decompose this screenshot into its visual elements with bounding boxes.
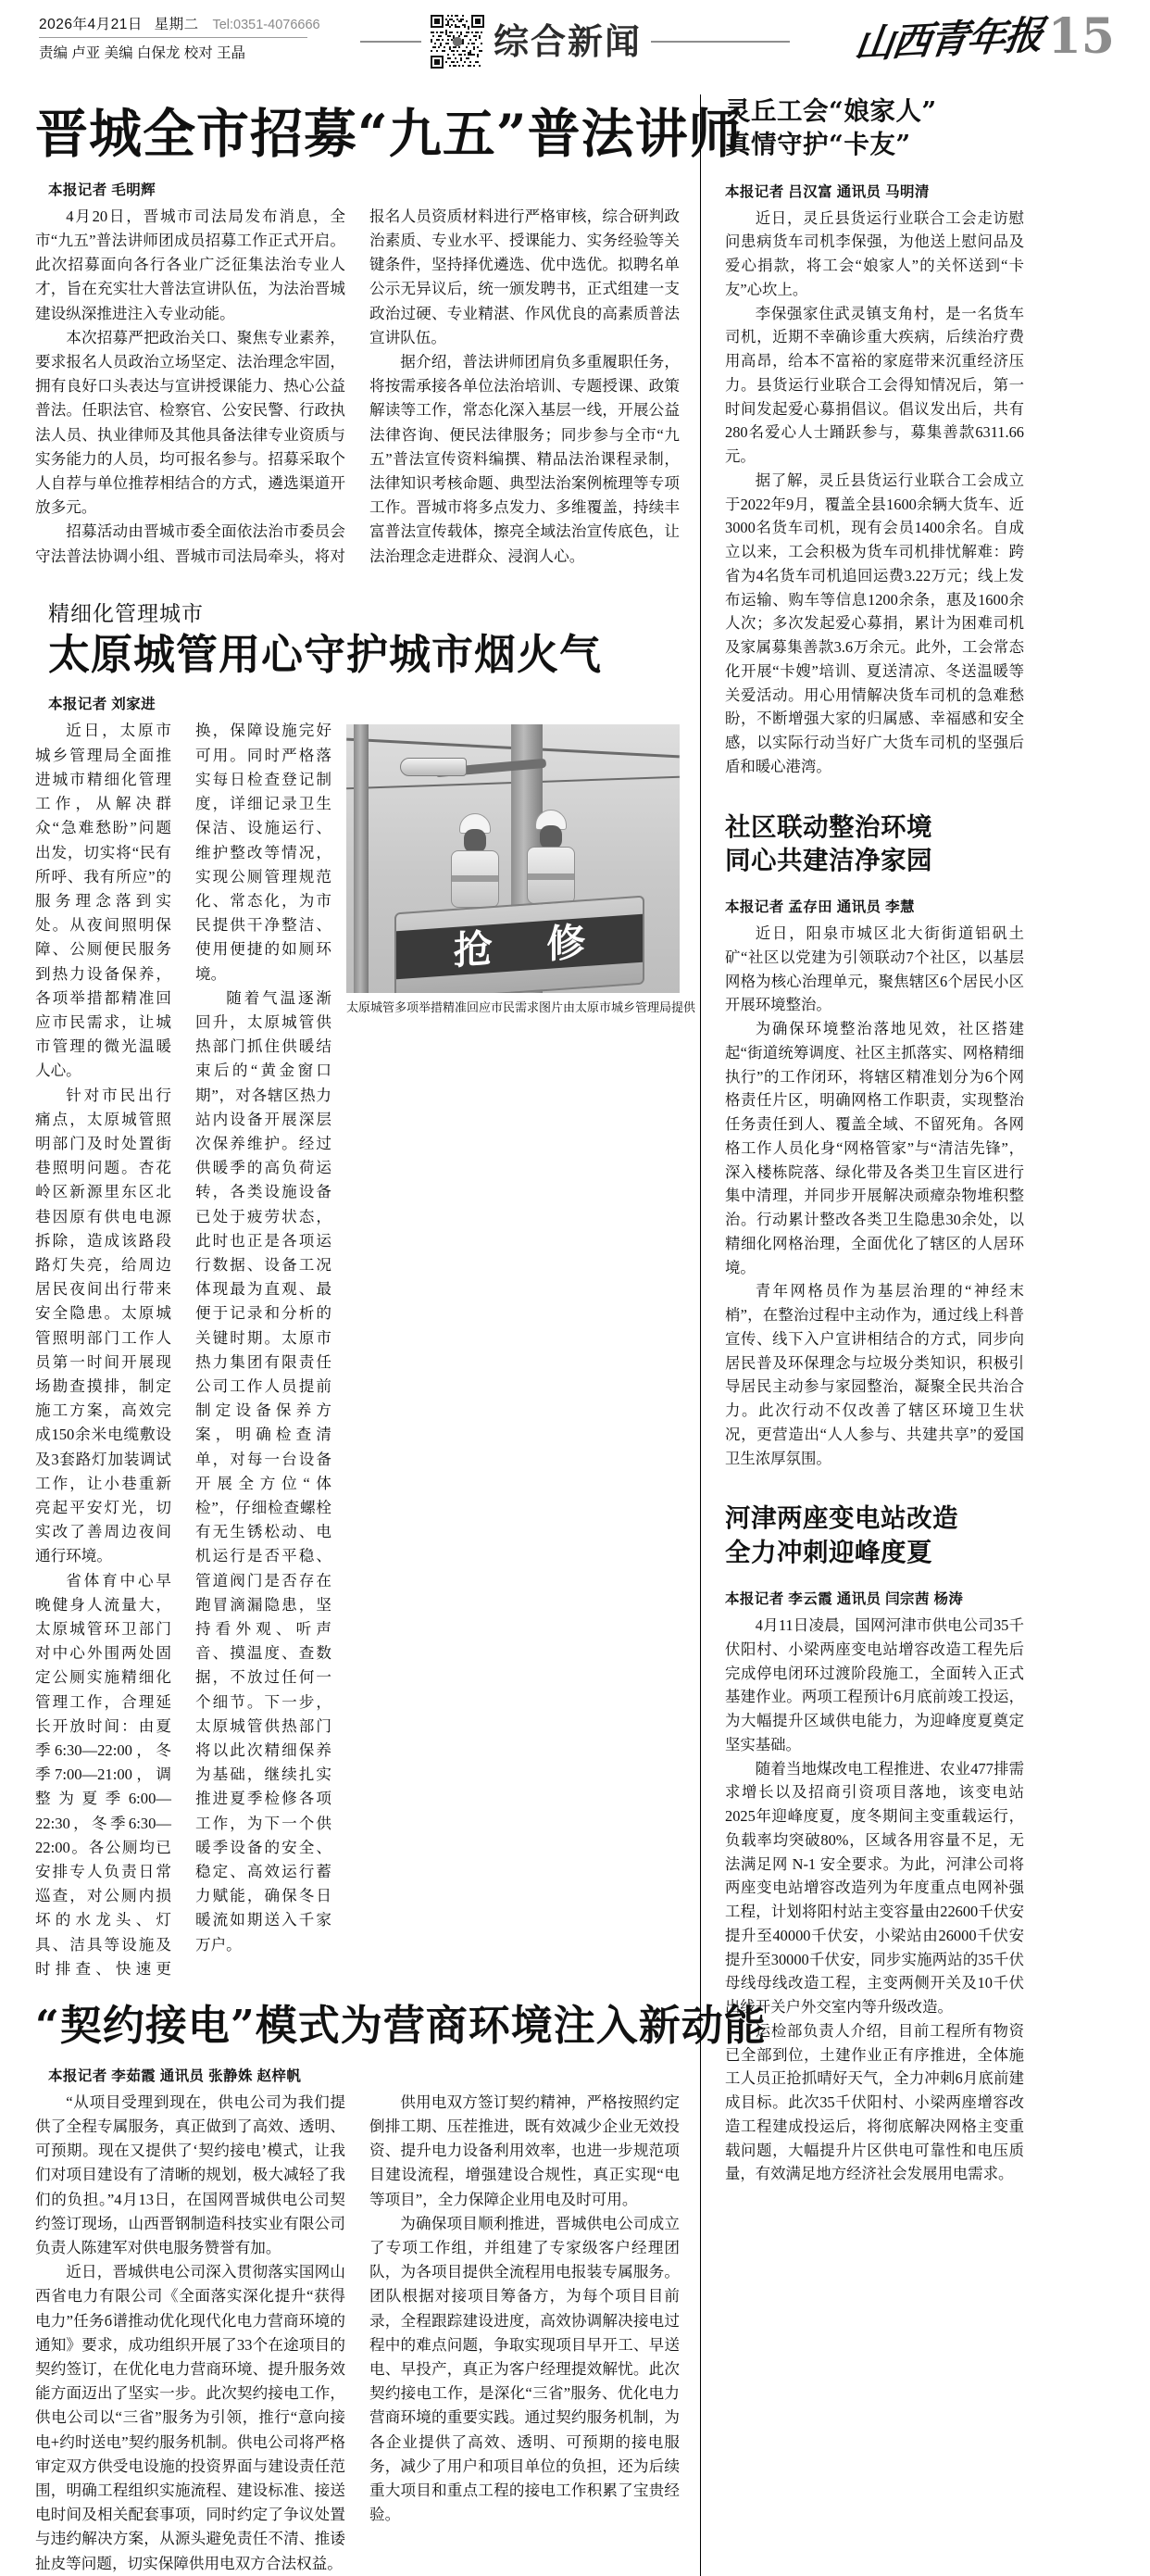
utility-pole-left <box>354 724 369 993</box>
hi-vis-stripe <box>452 875 498 882</box>
masthead-dash-left <box>360 41 421 43</box>
article2-kicker: 精细化管理城市 <box>48 601 204 625</box>
street-lamp-repair-photo <box>346 724 680 993</box>
article-lingqiu-union <box>725 94 1024 779</box>
masthead-left <box>39 13 344 62</box>
article4-byline: 本报记者 吕汉富 通讯员 马明清 <box>725 183 930 200</box>
article4-paragraph: 李保强家住武灵镇支角村，是一名货车司机，近期不幸确诊重大疾病，后续治疗费用高昂，给本不富裕的家庭带来沉重经济压力。县货运行业联合工会得知情况后，第一时间发起爱心募捐倡议。倡议发出后，共有280名爱心人士踊跃参与，募集善款6311.66元。 <box>725 304 1024 466</box>
hi-vis-stripe <box>528 873 574 880</box>
photo-caption: 太原城管多项举措精准回应市民需求 <box>346 1000 540 1015</box>
article3-paragraph: 近日，晋城供电公司深入贯彻落实国网山西省电力有限公司《全面落实深化提升“获得电力”任务б谱推动优化现代化电力营商环境的通知》要求，成功组织开展了33个在途项目的契约签订，在优化电力营商环境、提升服务效能方面迈出了坚实一步。此次契约接电工作，供电公司以“三省”服务为引领，推行“意向接电+约时送电”契约服务机制。供电公司将严格审定双方供受电设施的投资界面与建设责任范围，明确工程组织实施流程、建设标准、接送电时间及相关配套事项，同时约定了争议处置与违约解决方案，从源头避免责任不清、推诿扯皮等问题，切实保障供用电双方合法权益。 <box>35 2263 345 2572</box>
publication-date: 2026年4月21日 <box>39 17 143 32</box>
article6-paragraph: 运检部负责人介绍，目前工程所有物资已全部到位，土建作业正有序推进，全体施工人员正抢抓晴好天气，全力冲刺6月底前建成目标。此次35千伏阳村、小梁两座增容改造工程建成投运后，将彻底解决网格主变重载问题，大幅提升片区供电可靠性和电压质量，有效满足地方经济社会发展用电需求。 <box>725 2021 1024 2183</box>
article1-byline: 本报记者 毛明辉 <box>48 182 156 198</box>
page-body <box>35 94 1115 2576</box>
article5-paragraph: 为确保环境整治落地见效，社区搭建起“街道统筹调度、社区主抓落实、网格精细执行”的工作闭环，将辖区精准划分为6个网格责任片区，明确网格工作职责，实现整治任务责任到人、覆盖全域、不留死角。各网格工作人员化身“网格管家”与“清洁先锋”，深入楼栋院落、绿化带及各类卫生盲区进行集中清理，并同步开展解决顽瘴杂物堆积整治。行动累计整改各类卫生隐患30余处，以精细化网格治理，全面优化了辖区的人居环境。 <box>725 1020 1024 1276</box>
article6-headline-line2: 全力冲刺迎峰度夏 <box>725 1537 932 1567</box>
article2-paragraph: 针对市民出行痛点，太原城管照明部门及时处置街巷照明问题。杏花岭区新源里东区北巷因原有供电电源拆除，造成该路段路灯失亮，给周边居民夜间出行带来安全隐患。太原城管照明部门工作人员第一时间开展现场勘查摸排，制定施工方案，高效完成150余米电缆敷设及3套路灯加装调试工作，让小巷重新亮起平安灯光，切实改了善周边夜间通行环境。 <box>35 1086 171 1565</box>
article4-headline-line2: 真情守护“卡友” <box>725 130 911 160</box>
right-column <box>700 94 1024 2576</box>
article-jincheng-lecturers <box>35 103 743 569</box>
masthead <box>35 0 1115 85</box>
article2-photo-meta <box>346 993 696 1015</box>
article3-paragraph: 供用电双方签订契约精神，严格按照约定倒排工期、压茬推进，既有效减少企业无效投资、提升电力设备利用效率，也进一步规范项目建设流程，增强建设合规性，真正实现“电等项目”，全力保障企业用电及时可用。 <box>369 2092 680 2208</box>
article4-paragraph: 据了解，灵丘县货运行业联合工会成立于2022年9月，覆盖全县1600余辆大货车、近3000名货车司机，现有会员1400余名。自成立以来，工会积极为货车司机排忧解难：跨省为4名货车司机追回运费3.22万元；线上发布运输、购车等信息1200余条，惠及1600余人次；多次发起爱心募捐，累计为困难司机及家属募集善款3.6万余元。此外，工会常态化开展“卡嫂”培训、夏送清凉、冬送温暖等关爱活动。用心用情解决货车司机的急难愁盼，不断增强大家的归属感、幸福感和安全感，以实际行动当好广大货车司机的坚强后盾和暖心港湾。 <box>725 471 1024 775</box>
article2-headline: 太原城管用心守护城市烟火气 <box>48 629 603 679</box>
article-taiyuan-chengguan <box>35 597 696 1981</box>
page-number: 15 <box>1047 8 1115 65</box>
masthead-credits: 责编 卢亚 美编 白保龙 校对 王晶 <box>39 45 246 61</box>
left-column <box>35 94 767 2576</box>
worker-torso <box>527 847 575 904</box>
article2-byline: 本报记者 刘家进 <box>48 697 156 713</box>
article-separator <box>725 1470 1024 1502</box>
masthead-right <box>851 8 1115 68</box>
article6-byline: 本报记者 李云霞 通讯员 闫宗茜 杨涛 <box>725 1591 964 1608</box>
article2-paragraph: 近日，太原市城乡管理局全面推进城市精细化管理工作，从解决群众“急难愁盼”问题出发，切实将“民有所呼、我有所应”的服务理念落到实处。从夜间照明保障、公厕便民服务到热力设备保养，各项举措都精准回应市民需求，让城市管理的微光温暖人心。 <box>35 722 171 1080</box>
article-separator <box>725 779 1024 810</box>
article1-paragraph: 据介绍，普法讲师团肩负多重履职任务，将按需承接各单位法治培训、专题授课、政策解读等工作，常态化深入基层一线，开展公益法律咨询、便民法律服务；同步参与全市“九五”普法宣传资料编撰、精品法治课程录制，法律知识考核命题、典型法治案例梳理等专项工作。晋城市将多点发力、多维覆盖，持续丰富普法宣传载体，擦亮全域法治宣传底色，让法治理念走进群众、浸润人心。 <box>369 352 680 565</box>
article6-headline-line1: 河津两座变电站改造 <box>725 1503 958 1534</box>
article1-body <box>35 205 680 569</box>
contact-telephone: Tel:0351-4076666 <box>212 18 320 32</box>
photo-credit: 图片由太原市城乡管理局提供 <box>539 1000 696 1015</box>
article4-headline-line1: 灵丘工会“娘家人” <box>725 96 937 126</box>
article2-paragraph: 随着气温逐渐回升，太原城管供热部门抓住供暖结束后的“黄金窗口期”，对各辖区热力站内设备开展深层次保养维护。经过供暖季的高负荷运转，各类设施设备已处于疲劳状态，此时也正是各项运行数据、设备工况体现最为直观、最便于记录和分析的关键时期。太原市热力集团有限责任公司工作人员提前制定设备保养方案，明确检查清单，对每一台设备开展全方位“体检”，仔细检查螺栓有无生锈松动、电机运行是否平稳、管道阀门是否存在跑冒滴漏隐患，坚持看外观、听声音、摸温度、查数据，不放过任何一个细节。下一步，太原城管供热部门将以此次精细保养为基础，继续扎实推进夏季检修各项工作，为下一个供暖季设备的安全、稳定、高效运行蓄力赋能，确保冬日暖流如期送入千家万户。 <box>195 988 331 1954</box>
article1-paragraph: 招募活动由晋城市委全面依法治市委员会守法普法协调小组、晋城市司法局牵头，将对报名人员资质材料进行严格审核，综合研判政治素质、专业水平、授课能力、实务经验等关键条件，坚持择优遴选、优中选优。拟聘名单公示无异议后，统一颁发聘书，正式组建一支政治过硬、专业精湛、作风优良的高素质普法宣讲队伍。 <box>35 207 680 565</box>
publication-weekday: 星期二 <box>154 17 199 32</box>
article-contract-power-connection <box>35 2001 767 2576</box>
article2-body <box>35 719 331 1981</box>
bucket-truck-basket <box>394 896 644 993</box>
article4-paragraph: 近日，灵丘县货运行业联合工会走访慰问患病货车司机李保强，为他送上慰问品及爱心捐款，将工会“娘家人”的关怀送到“卡友”心坎上。 <box>725 208 1024 298</box>
section-title: 综合新闻 <box>493 20 643 62</box>
article3-byline: 本报记者 李茹霞 通讯员 张静姝 赵梓帆 <box>48 2067 302 2084</box>
masthead-date-row <box>39 13 344 37</box>
article6-paragraph: 4月11日凌晨，国网河津市供电公司35千伏阳村、小梁两座变电站增容改造工程先后完成停电闭环过渡阶段施工，全面转入正式基建作业。两项工程预计6月底前竣工投运，为大幅提升区域供电能力，为迎峰度夏奠定坚实基础。 <box>725 1616 1024 1753</box>
article3-headline: “契约接电”模式为营商环境注入新动能 <box>35 2001 767 2051</box>
basket-banner-text: 抢 修 <box>453 917 606 974</box>
article3-body <box>35 2091 680 2576</box>
article2-paragraph: 省体育中心早晚健身人流量大，太原城管环卫部门对中心外围两处固定公厕实施精细化管理工作，合理延长开放时间：由夏季6:30—22:00，冬季7:00—21:00，调整为夏季6:00—22:30，冬季6:30—22:00。各公厕均已安排专人负责日常巡查，对公厕内损坏的水龙头、灯具、洁具等设施及时排查、快速更换，保障设施完好可用。同时严格落实每日检查登记制度，详细记录卫生保洁、设施运行、维护整改等情况，实现公厕管理规范化、常态化，为市民提供干净整洁、使用便捷的如厕环境。 <box>35 722 331 1978</box>
masthead-center <box>360 15 790 69</box>
masthead-dash-right <box>651 41 790 43</box>
qr-code-icon[interactable] <box>431 15 484 69</box>
article2-photo-figure <box>346 724 696 1015</box>
article1-paragraph: 本次招募严把政治关口、聚焦专业素养，要求报名人员政治立场坚定、法治理念牢固，拥有良好口头表达与宣讲授课能力、热心公益普法。任职法官、检察官、公安民警、行政执法人员、执业律师及其他具备法律专业资质与实务能力的人员，均可报名参与。招募采取个人自荐与单位推荐相结合的方式，遴选渠道开放多元。 <box>35 328 345 517</box>
article1-paragraph: 4月20日，晋城市司法局发布消息，全市“九五”普法讲师团成员招募工作正式开启。此次招募面向各行各业广泛征集法治专业人才，旨在充实壮大普法宣讲队伍，为法治晋城建设纵深推进注入专业动能。 <box>35 207 345 322</box>
paper-logo: 山西青年报 <box>851 11 1044 68</box>
article3-paragraph: 为确保项目顺利推进，晋城供电公司成立了专项工作组，并组建了专家级客户经理团队，为各项目提供全流程用电报装专属服务。团队根据对接项目筹备方，为每个项目目前录，全程跟踪建设进度，高效协调解决接电过程中的难点问题，争取实现项目早开工、早送电、早投产，真正为客户经理提效解忧。此次契约接电工作，是深化“三省”服务、优化电力营商环境的重要实践。通过契约服务机制，为各企业提供了高效、透明、可预期的接电服务，减少了用户和项目单位的负担，还为后续重大项目和重点工程的接电工作积累了宝贵经验。 <box>369 2214 680 2524</box>
article5-paragraph: 近日，阳泉市城区北大街街道铝矾土矿“社区以党建为引领联动7个社区，以基层网格为核心治理单元，聚焦辖区6个居民小区开展环境整治。 <box>725 924 1024 1014</box>
article1-headline: 晋城全市招募“九五”普法讲师 <box>35 103 743 165</box>
article6-paragraph: 随着当地煤改电工程推进、农业477排需求增长以及招商引资项目落地，该变电站2025年迎峰度夏，度冬期间主变重载运行，负载率均突破80%，区域各用容量不足，无法满足网 N-1 安全要求。为此，河津公司将两座变电站增容改造列为年度重点电网补强工程，计划将阳村站主变容量由22600千伏安提升至40000千伏安，小梁站由26000千伏安提升至30000千伏安，同步实施两站的35千伏母线母线改造工程，主变两侧开关及10千伏出线开关户外交室内等升级改造。 <box>725 1759 1024 2017</box>
article-hejin-substation <box>725 1502 1024 2186</box>
article5-byline: 本报记者 孟存田 通讯员 李慧 <box>725 899 915 916</box>
article3-paragraph: “从项目受理到现在，供电公司为我们提供了全程专属服务，真正做到了高效、透明、可预期。现在又提供了‘契约接电’模式，让我们对项目建设有了清晰的规划，极大减轻了我们的负担。”4月13日，在国网晋城供电公司契约签订现场，山西晋钢制造科技实业有限公司负责人陈建军对供电服务赞誉有加。 <box>35 2092 345 2257</box>
street-lamp-head <box>400 758 467 776</box>
article-community-environment <box>725 810 1024 1471</box>
article5-paragraph: 青年网格员作为基层治理的“神经末梢”，在整治过程中主动作为，通过线上科普宣传、线下入户宣讲相结合的方式，同步向居民普及环保理念与垃圾分类知识，积极引导居民主动参与家园整治，凝聚全民共治合力。此次行动不仅改善了辖区环境卫生状况，更营造出“人人参与、共建共享”的爱国卫生浓厚氛围。 <box>725 1282 1024 1467</box>
article5-headline-line2: 同心共建洁净家园 <box>725 845 932 875</box>
article5-headline-line1: 社区联动整治环境 <box>725 811 932 842</box>
worker-torso <box>451 850 499 908</box>
